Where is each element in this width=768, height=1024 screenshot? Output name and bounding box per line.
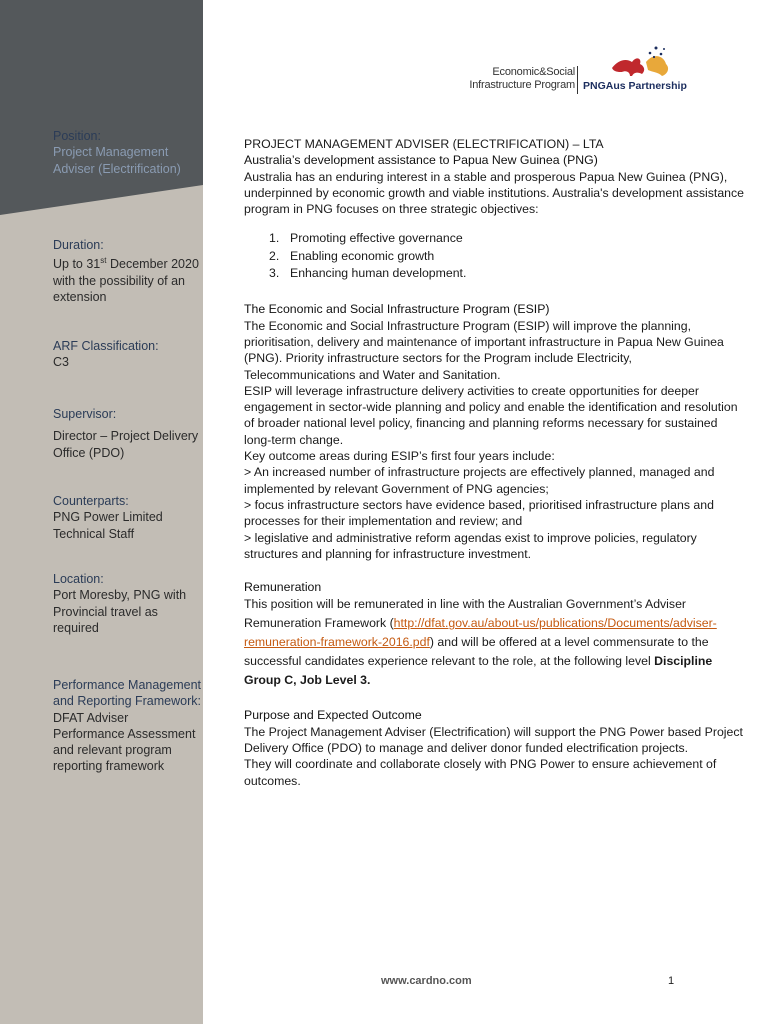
duration-value-pre: Up to 31 <box>53 257 101 272</box>
remuneration-heading: Remuneration <box>244 580 322 595</box>
list-item-number: 1. <box>269 231 280 246</box>
remuneration-level: Discipline Group C, Job Level 3. <box>244 653 713 687</box>
supervisor-value: Director – Project Delivery Office (PDO) <box>53 429 199 460</box>
supervisor-block <box>53 406 203 461</box>
list-item-number: 2. <box>269 248 280 263</box>
list-item-text: Promoting effective governance <box>290 231 463 246</box>
main-content <box>244 136 744 789</box>
counterparts-value: PNG Power Limited Technical Staff <box>53 510 163 541</box>
position-value: Project Management Adviser (Electrification) <box>53 145 181 176</box>
footer-url[interactable]: www.cardno.com <box>381 975 472 987</box>
duration-block <box>53 237 203 305</box>
esip-heading: The Economic and Social Infrastructure Program (ESIP) <box>244 302 550 317</box>
page-title: PROJECT MANAGEMENT ADVISER (ELECTRIFICATION) – LTA <box>244 137 604 151</box>
outcome-3: > legislative and administrative reform agendas exist to improve policies, regulatory structures and planning for infrastructure investment. <box>244 530 697 561</box>
counterparts-label: Counterparts: <box>53 494 129 508</box>
outcome-1: > An increased number of infrastructure projects are effectively planned, managed and implemented by relevant Government of PNG agencies; <box>244 465 715 496</box>
list-item <box>269 230 744 247</box>
esip-logo-text <box>469 66 575 92</box>
supervisor-label: Supervisor: <box>53 407 117 421</box>
duration-label: Duration: <box>53 238 104 252</box>
location-block <box>53 571 203 636</box>
partner-name: PNGAus Partnership <box>583 80 687 92</box>
header-logo <box>463 42 708 98</box>
duration-value-post: December 2020 with the possibility of an extension <box>53 257 199 305</box>
list-item-text: Enhancing human development. <box>290 266 467 281</box>
esip-body-2: ESIP will leverage infrastructure delivery activities to create opportunities for deeper engagement in sector-wide planning and policy and enable the identification and resolution of broader national level policy, financing and planning reforms necessary for sustained long-term change. <box>244 383 738 447</box>
remuneration-framework-link[interactable]: http://dfat.gov.au/about-us/publications/Documents/adviser-remuneration-framework-2016.pdf <box>244 616 717 650</box>
list-item <box>269 265 744 282</box>
list-item <box>269 248 744 265</box>
position-label: Position: <box>53 129 101 143</box>
esip-logo-line2: Infrastructure Program <box>469 79 575 91</box>
purpose-heading: Purpose and Expected Outcome <box>244 708 422 723</box>
list-item-number: 3. <box>269 266 280 281</box>
performance-label: Performance Management and Reporting Framework: <box>53 678 201 709</box>
performance-value: DFAT Adviser Performance Assessment and relevant program reporting framework <box>53 710 196 774</box>
arf-label: ARF Classification: <box>53 339 159 353</box>
list-item-text: Enabling economic growth <box>290 248 435 263</box>
purpose-body-1: The Project Management Adviser (Electrification) will support the PNG Power based Project Delivery Office (PDO) to manage and deliver donor funded electrification projects. <box>244 724 743 755</box>
aus-body: Australia has an enduring interest in a stable and prosperous Papua New Guinea (PNG), underpinned by economic growth and viable institutions. Australia's development assistance program in PNG focuses on three strategic objectives: <box>244 169 744 217</box>
sidebar-header-band <box>0 0 203 215</box>
arf-block <box>53 338 203 371</box>
counterparts-block <box>53 493 203 542</box>
remuneration-text-pre: This position will be remunerated in line with the Australian Government’s Adviser Remuneration Framework ( <box>244 597 686 631</box>
position-block <box>53 128 203 177</box>
remuneration-body <box>244 595 744 689</box>
outcome-2: > focus infrastructure sectors have evidence based, prioritised infrastructure plans and processes for their implementation and review; and <box>244 497 714 529</box>
arf-value: C3 <box>53 355 69 370</box>
location-label: Location: <box>53 572 104 586</box>
duration-value <box>53 253 203 305</box>
page-number: 1 <box>668 975 675 987</box>
duration-value-sup: st <box>100 256 107 266</box>
sidebar <box>0 0 203 1024</box>
outcome-intro: Key outcome areas during ESIP’s first four years include: <box>244 449 555 464</box>
objectives-list <box>269 230 744 282</box>
location-value: Port Moresby, PNG with Provincial travel as required <box>53 588 187 635</box>
performance-block <box>53 677 203 775</box>
logo-divider <box>577 66 578 94</box>
esip-logo-line1: Economic&Social <box>492 66 575 78</box>
kangaroo-bird-of-paradise-icon <box>606 42 686 84</box>
aus-heading: Australia’s development assistance to Papua New Guinea (PNG) <box>244 153 598 168</box>
remuneration-text-mid: ) and will be offered at a level commensurate to the successful candidates experience relevant to the role, at the following level <box>244 635 709 668</box>
esip-body-1: The Economic and Social Infrastructure Program (ESIP) will improve the planning, prioritisation, delivery and maintenance of important infrastructure in Papua New Guinea (PNG). Priority infrastructure sectors for the Program include Electricity, Telecommunications and Water and Sanitation. <box>244 318 724 382</box>
purpose-body-2: They will coordinate and collaborate closely with PNG Power to ensure achievement of outcomes. <box>244 757 717 788</box>
